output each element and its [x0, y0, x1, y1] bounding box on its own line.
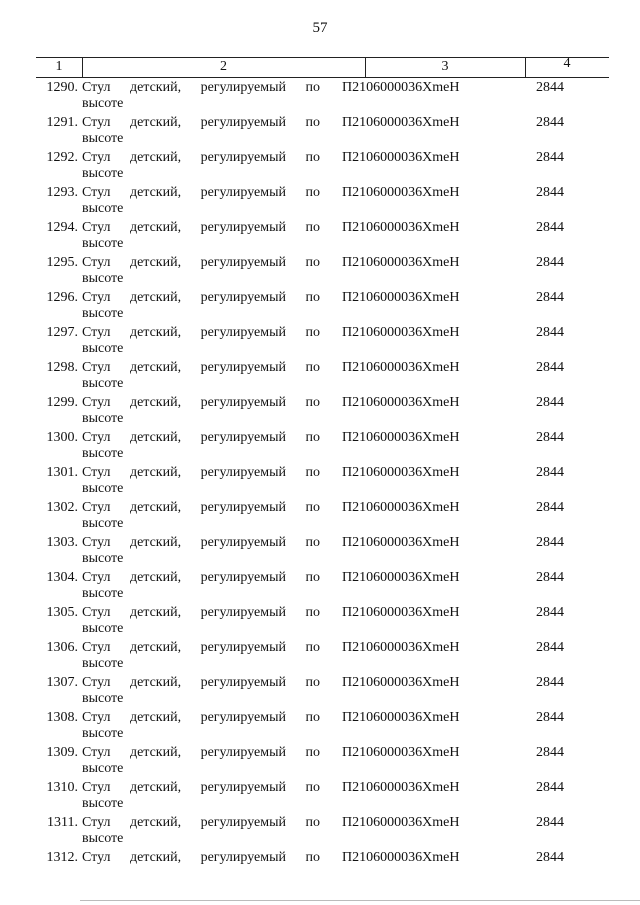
item-name-line-1 — [82, 360, 320, 376]
item-name-word: регулируемый — [200, 745, 286, 760]
table-row — [0, 290, 640, 325]
table-row — [0, 465, 640, 500]
item-name — [82, 605, 320, 637]
item-name-word: детский, — [129, 535, 182, 550]
item-code: П2106000036ХmeH — [342, 605, 460, 620]
item-name-line-1 — [82, 220, 320, 236]
item-name-word: Стул — [82, 255, 111, 270]
item-name-word: регулируемый — [200, 360, 286, 375]
item-name-word: по — [305, 850, 320, 865]
row-number: 1294. — [46, 220, 78, 235]
item-price: 2844 — [536, 325, 564, 340]
item-name-word: Стул — [82, 850, 111, 865]
table-row — [0, 850, 640, 885]
item-name-word: по — [305, 395, 320, 410]
header-col-3: 3 — [441, 59, 449, 74]
table-header — [36, 57, 609, 78]
item-name-word: регулируемый — [200, 150, 286, 165]
item-name-word: регулируемый — [200, 640, 286, 655]
table-row — [0, 395, 640, 430]
item-name-word: по — [305, 710, 320, 725]
item-name-line-2: высоте — [82, 691, 124, 706]
item-code: П2106000036ХmeH — [342, 290, 460, 305]
row-number: 1303. — [46, 535, 78, 550]
item-name-word: по — [305, 150, 320, 165]
item-name-line-1 — [82, 185, 320, 201]
item-name-line-2: высоте — [82, 656, 124, 671]
item-name — [82, 115, 320, 147]
item-price: 2844 — [536, 430, 564, 445]
item-name-word: регулируемый — [200, 815, 286, 830]
item-name-word: регулируемый — [200, 115, 286, 130]
item-name — [82, 360, 320, 392]
item-price: 2844 — [536, 745, 564, 760]
table-row — [0, 815, 640, 850]
item-code: П2106000036ХmeH — [342, 220, 460, 235]
header-col-2: 2 — [220, 59, 227, 74]
table-row — [0, 115, 640, 150]
item-name-line-1 — [82, 255, 320, 271]
item-code: П2106000036ХmeH — [342, 360, 460, 375]
item-name-word: по — [305, 535, 320, 550]
item-name — [82, 745, 320, 777]
item-name-line-1 — [82, 150, 320, 166]
row-number: 1309. — [46, 745, 78, 760]
row-number: 1290. — [46, 80, 78, 95]
item-name-line-1 — [82, 325, 320, 341]
item-code: П2106000036ХmeH — [342, 185, 460, 200]
item-price: 2844 — [536, 220, 564, 235]
item-code: П2106000036ХmeH — [342, 745, 460, 760]
item-name-word: Стул — [82, 325, 111, 340]
item-name-word: Стул — [82, 535, 111, 550]
item-name-word: по — [305, 360, 320, 375]
item-name-word: регулируемый — [200, 605, 286, 620]
item-name-line-2: высоте — [82, 831, 124, 846]
item-name-line-1 — [82, 115, 320, 131]
item-name-word: регулируемый — [200, 465, 286, 480]
item-code: П2106000036ХmeH — [342, 780, 460, 795]
item-name-word: детский, — [129, 360, 182, 375]
item-name-word: по — [305, 675, 320, 690]
table-row — [0, 745, 640, 780]
item-name — [82, 185, 320, 217]
item-name-word: Стул — [82, 185, 111, 200]
item-name-word: детский, — [129, 710, 182, 725]
item-name-word: регулируемый — [200, 325, 286, 340]
item-name-word: детский, — [129, 780, 182, 795]
item-name-word: по — [305, 640, 320, 655]
item-name-word: Стул — [82, 290, 111, 305]
item-code: П2106000036ХmeH — [342, 500, 460, 515]
item-code: П2106000036ХmeH — [342, 640, 460, 655]
item-price: 2844 — [536, 115, 564, 130]
item-name-word: регулируемый — [200, 675, 286, 690]
item-name-line-1 — [82, 780, 320, 796]
item-price: 2844 — [536, 570, 564, 585]
table-row — [0, 570, 640, 605]
item-name-line-2: высоте — [82, 341, 124, 356]
item-name-line-1 — [82, 465, 320, 481]
item-code: П2106000036ХmeH — [342, 115, 460, 130]
row-number: 1293. — [46, 185, 78, 200]
item-name-word: детский, — [129, 465, 182, 480]
table-row — [0, 325, 640, 360]
table-row — [0, 640, 640, 675]
item-price: 2844 — [536, 710, 564, 725]
item-name-line-1 — [82, 430, 320, 446]
item-name-word: детский, — [129, 115, 182, 130]
item-name-line-1 — [82, 395, 320, 411]
item-name-word: детский, — [129, 185, 182, 200]
item-price: 2844 — [536, 185, 564, 200]
item-code: П2106000036ХmeH — [342, 430, 460, 445]
item-code: П2106000036ХmeH — [342, 570, 460, 585]
item-name-line-2: высоте — [82, 166, 124, 181]
table-row — [0, 80, 640, 115]
row-number: 1301. — [46, 465, 78, 480]
item-name-word: детский, — [129, 605, 182, 620]
item-price: 2844 — [536, 500, 564, 515]
item-name-word: регулируемый — [200, 780, 286, 795]
item-name-word: по — [305, 220, 320, 235]
table-row — [0, 430, 640, 465]
item-price: 2844 — [536, 815, 564, 830]
item-name — [82, 850, 320, 866]
table-row — [0, 535, 640, 570]
item-name-word: по — [305, 465, 320, 480]
page-number: 57 — [312, 20, 328, 36]
item-name-word: детский, — [129, 80, 182, 95]
item-name-word: детский, — [129, 255, 182, 270]
row-number: 1296. — [46, 290, 78, 305]
item-price: 2844 — [536, 290, 564, 305]
item-name-word: регулируемый — [200, 395, 286, 410]
table-body — [0, 80, 640, 885]
item-name-line-2: высоте — [82, 131, 124, 146]
item-name-line-1 — [82, 745, 320, 761]
table-row — [0, 255, 640, 290]
item-name-line-2: высоте — [82, 271, 124, 286]
item-price: 2844 — [536, 80, 564, 95]
item-name-line-1 — [82, 850, 320, 866]
item-name-line-2: высоте — [82, 586, 124, 601]
item-name-word: Стул — [82, 780, 111, 795]
item-name-line-1 — [82, 570, 320, 586]
item-name-word: регулируемый — [200, 430, 286, 445]
item-name — [82, 80, 320, 112]
item-name-line-2: высоте — [82, 306, 124, 321]
table-row — [0, 605, 640, 640]
item-price: 2844 — [536, 395, 564, 410]
item-name-word: детский, — [129, 220, 182, 235]
item-name-line-2: высоте — [82, 621, 124, 636]
row-number: 1311. — [47, 815, 78, 830]
item-name — [82, 150, 320, 182]
item-name-word: Стул — [82, 710, 111, 725]
item-name-word: детский, — [129, 430, 182, 445]
item-name-word: по — [305, 780, 320, 795]
item-name-word: по — [305, 500, 320, 515]
item-name-word: по — [305, 115, 320, 130]
item-name-line-1 — [82, 500, 320, 516]
item-name-line-2: высоте — [82, 481, 124, 496]
item-name — [82, 465, 320, 497]
item-price: 2844 — [536, 360, 564, 375]
item-name — [82, 395, 320, 427]
item-name — [82, 570, 320, 602]
item-name — [82, 815, 320, 847]
item-code: П2106000036ХmeH — [342, 815, 460, 830]
item-name-word: детский, — [129, 815, 182, 830]
item-name — [82, 535, 320, 567]
item-name-line-1 — [82, 675, 320, 691]
item-name-line-2: высоте — [82, 201, 124, 216]
item-name-line-2: высоте — [82, 236, 124, 251]
item-name-word: Стул — [82, 570, 111, 585]
item-price: 2844 — [536, 850, 564, 865]
item-name-word: регулируемый — [200, 570, 286, 585]
item-price: 2844 — [536, 640, 564, 655]
page-bottom-edge — [80, 900, 640, 901]
item-name-word: по — [305, 185, 320, 200]
item-price: 2844 — [536, 150, 564, 165]
row-number: 1300. — [46, 430, 78, 445]
item-name-line-1 — [82, 80, 320, 96]
item-name-word: детский, — [129, 570, 182, 585]
item-price: 2844 — [536, 605, 564, 620]
item-name-word: по — [305, 430, 320, 445]
item-price: 2844 — [536, 675, 564, 690]
item-name-word: регулируемый — [200, 185, 286, 200]
item-name-word: детский, — [129, 290, 182, 305]
item-name-word: детский, — [129, 325, 182, 340]
item-name-word: Стул — [82, 605, 111, 620]
item-name-word: детский, — [129, 150, 182, 165]
row-number: 1299. — [46, 395, 78, 410]
row-number: 1298. — [46, 360, 78, 375]
item-name-line-2: высоте — [82, 726, 124, 741]
row-number: 1305. — [46, 605, 78, 620]
row-number: 1292. — [46, 150, 78, 165]
item-name-line-1 — [82, 640, 320, 656]
item-price: 2844 — [536, 255, 564, 270]
item-name-line-1 — [82, 290, 320, 306]
item-name-word: регулируемый — [200, 535, 286, 550]
table-row — [0, 780, 640, 815]
item-name-word: по — [305, 325, 320, 340]
item-name-line-2: высоте — [82, 96, 124, 111]
item-name-word: Стул — [82, 815, 111, 830]
item-name-word: Стул — [82, 360, 111, 375]
item-price: 2844 — [536, 465, 564, 480]
table-row — [0, 500, 640, 535]
table-row — [0, 360, 640, 395]
item-name-word: Стул — [82, 640, 111, 655]
item-name-word: детский, — [129, 745, 182, 760]
table-row — [0, 675, 640, 710]
item-name — [82, 675, 320, 707]
item-name-line-2: высоте — [82, 411, 124, 426]
item-name-word: детский, — [129, 395, 182, 410]
item-name-line-1 — [82, 535, 320, 551]
header-col-4: 4 — [563, 56, 571, 71]
item-name-line-2: высоте — [82, 551, 124, 566]
item-code: П2106000036ХmeH — [342, 675, 460, 690]
item-name-word: регулируемый — [200, 255, 286, 270]
row-number: 1297. — [46, 325, 78, 340]
item-name — [82, 290, 320, 322]
item-name-word: детский, — [129, 640, 182, 655]
row-number: 1310. — [46, 780, 78, 795]
item-name-word: регулируемый — [200, 80, 286, 95]
item-name-word: Стул — [82, 675, 111, 690]
item-name-word: по — [305, 80, 320, 95]
item-name-word: Стул — [82, 465, 111, 480]
item-name-word: по — [305, 570, 320, 585]
row-number: 1307. — [46, 675, 78, 690]
item-code: П2106000036ХmeH — [342, 850, 460, 865]
item-name-line-1 — [82, 710, 320, 726]
item-name — [82, 500, 320, 532]
row-number: 1312. — [46, 850, 78, 865]
item-name — [82, 220, 320, 252]
item-name-word: Стул — [82, 745, 111, 760]
row-number: 1308. — [46, 710, 78, 725]
item-name-word: регулируемый — [200, 220, 286, 235]
table-row — [0, 185, 640, 220]
row-number: 1306. — [46, 640, 78, 655]
item-code: П2106000036ХmeH — [342, 325, 460, 340]
item-name — [82, 710, 320, 742]
item-name-word: Стул — [82, 395, 111, 410]
item-name-line-1 — [82, 605, 320, 621]
row-number: 1304. — [46, 570, 78, 585]
item-name-word: регулируемый — [200, 290, 286, 305]
item-name-word: Стул — [82, 115, 111, 130]
item-price: 2844 — [536, 780, 564, 795]
item-name-line-2: высоте — [82, 516, 124, 531]
item-code: П2106000036ХmeH — [342, 535, 460, 550]
item-name-word: регулируемый — [200, 500, 286, 515]
table-row — [0, 150, 640, 185]
row-number: 1295. — [46, 255, 78, 270]
item-name-word: по — [305, 605, 320, 620]
item-name-word: регулируемый — [200, 710, 286, 725]
item-name-word: по — [305, 745, 320, 760]
row-number: 1302. — [46, 500, 78, 515]
item-name — [82, 255, 320, 287]
item-name-word: Стул — [82, 500, 111, 515]
item-name-word: Стул — [82, 430, 111, 445]
table-row — [0, 220, 640, 255]
item-name-line-2: высоте — [82, 796, 124, 811]
item-price: 2844 — [536, 535, 564, 550]
item-name-word: по — [305, 815, 320, 830]
item-name-word: по — [305, 255, 320, 270]
item-name-word: Стул — [82, 80, 111, 95]
item-code: П2106000036ХmeH — [342, 255, 460, 270]
item-name-line-2: высоте — [82, 761, 124, 776]
item-name-word: регулируемый — [200, 850, 286, 865]
row-number: 1291. — [46, 115, 78, 130]
item-code: П2106000036ХmeH — [342, 465, 460, 480]
item-name-word: Стул — [82, 150, 111, 165]
item-name-word: детский, — [129, 675, 182, 690]
item-name-word: по — [305, 290, 320, 305]
item-code: П2106000036ХmeH — [342, 710, 460, 725]
item-name-word: Стул — [82, 220, 111, 235]
table-row — [0, 710, 640, 745]
item-code: П2106000036ХmeH — [342, 150, 460, 165]
item-name-word: детский, — [129, 500, 182, 515]
item-name-line-2: высоте — [82, 376, 124, 391]
item-name-word: детский, — [129, 850, 182, 865]
item-name — [82, 780, 320, 812]
item-name — [82, 325, 320, 357]
item-name-line-2: высоте — [82, 446, 124, 461]
item-name — [82, 430, 320, 462]
item-code: П2106000036ХmeH — [342, 395, 460, 410]
item-code: П2106000036ХmeH — [342, 80, 460, 95]
header-col-1: 1 — [55, 59, 63, 74]
item-name-line-1 — [82, 815, 320, 831]
item-name — [82, 640, 320, 672]
